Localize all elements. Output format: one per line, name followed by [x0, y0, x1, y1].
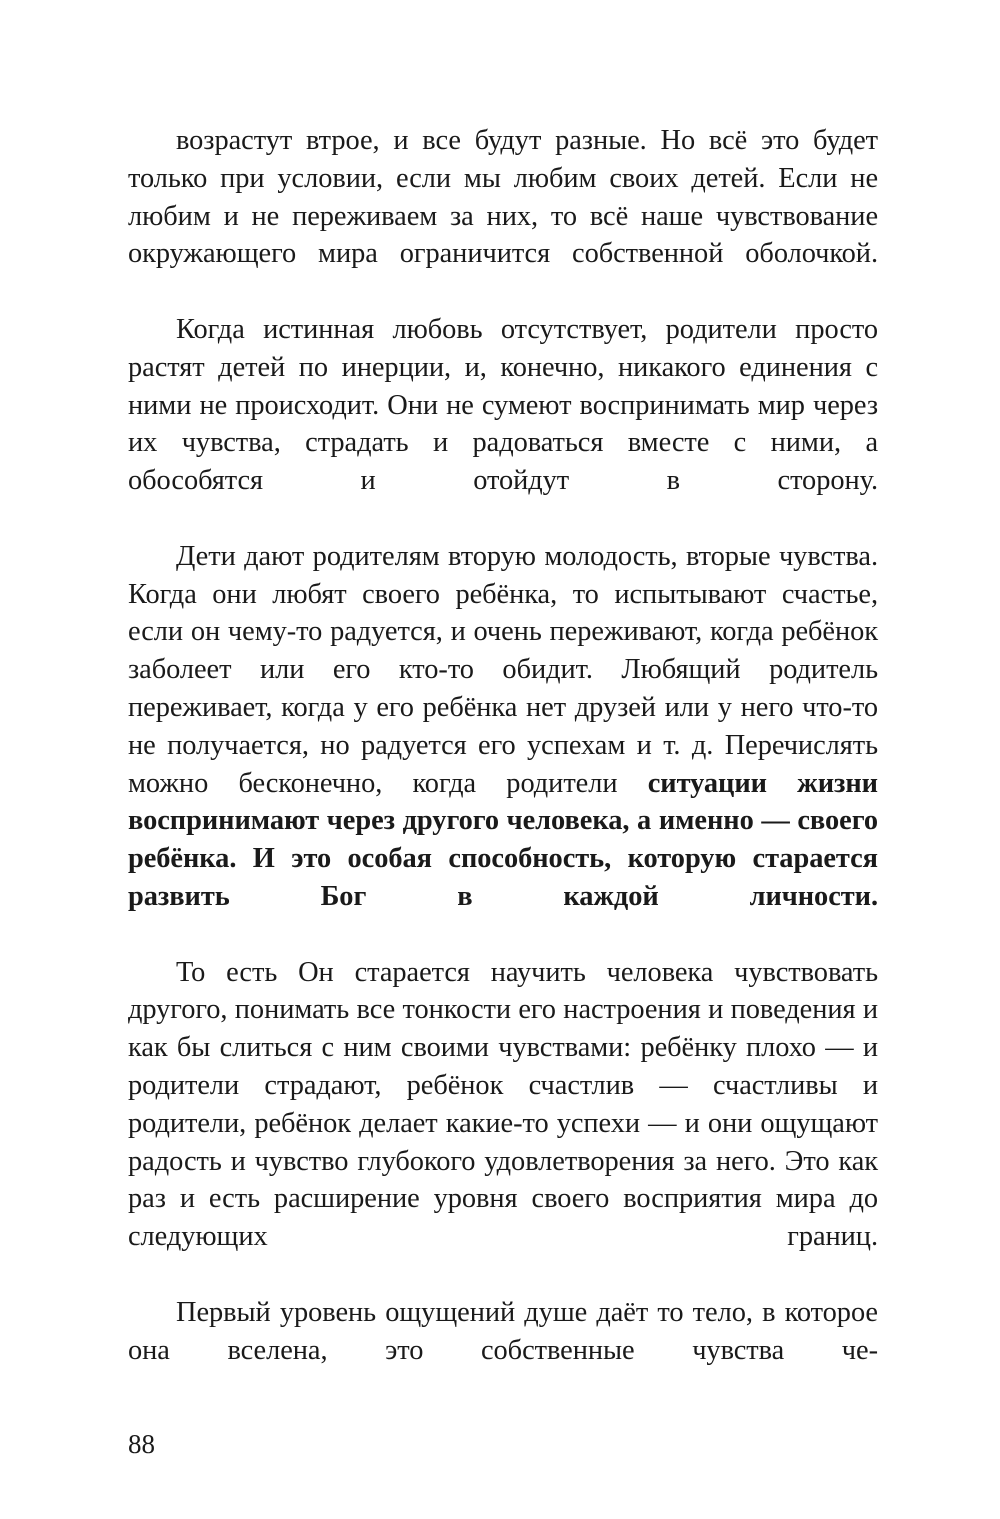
paragraph-3-text-bold: ситуации жизни воспринимают через другого человека, а именно — своего ребёнка. И это особая способность, которую старается развить Бог в каждой личности.	[128, 767, 878, 912]
paragraph-5-text: Первый уровень ощущений душе даёт то тело, в которое она вселена, это собственные чувства че-	[128, 1296, 878, 1366]
paragraph-2	[128, 311, 878, 538]
paragraph-1	[128, 122, 878, 311]
paragraph-3-text-regular: Дети дают родителям вторую молодость, вторые чувства. Когда они любят своего ребёнка, то испытывают счастье, если он чему-то радуется, и очень переживают, когда ребёнок заболеет или его кто-то обидит. Любящий родитель переживает, когда у его ребёнка нет друзей или у него что-то не получается, но радуется его успехам и т. д. Перечислять можно бесконечно, когда родители	[128, 540, 878, 799]
paragraph-1-text: возрастут втрое, и все будут разные. Но всё это будет только при условии, если мы любим своих детей. Если не любим и не переживаем за них, то всё наше чувствование окружающего мира ограничится собственной оболочкой.	[128, 125, 878, 270]
paragraph-2-text: Когда истинная любовь отсутствует, родители просто растят детей по инерции, и, конечно, никакого единения с ними не происходит. Они не сумеют воспринимать мир через их чувства, страдать и радоваться вместе с ними, а обособятся и отойдут в сторону.	[128, 313, 878, 497]
paragraph-3	[128, 538, 878, 954]
page-number: 88	[128, 1429, 155, 1459]
paragraph-5	[128, 1294, 878, 1407]
paragraph-4-text: То есть Он старается научить человека чувствовать другого, понимать все тонкости его настроения и поведения и как бы слиться с ним своими чувствами: ребёнку плохо — и родители страдают, ребёнок счастлив — счастливы и родители, ребёнок делает какие-то успехи — и они ощущают радость и чувство глубокого удовлетворения за него. Это как раз и есть расширение уровня своего восприятия мира до следующих границ.	[128, 956, 878, 1253]
paragraph-4	[128, 954, 878, 1294]
body-text-column	[128, 122, 878, 1407]
